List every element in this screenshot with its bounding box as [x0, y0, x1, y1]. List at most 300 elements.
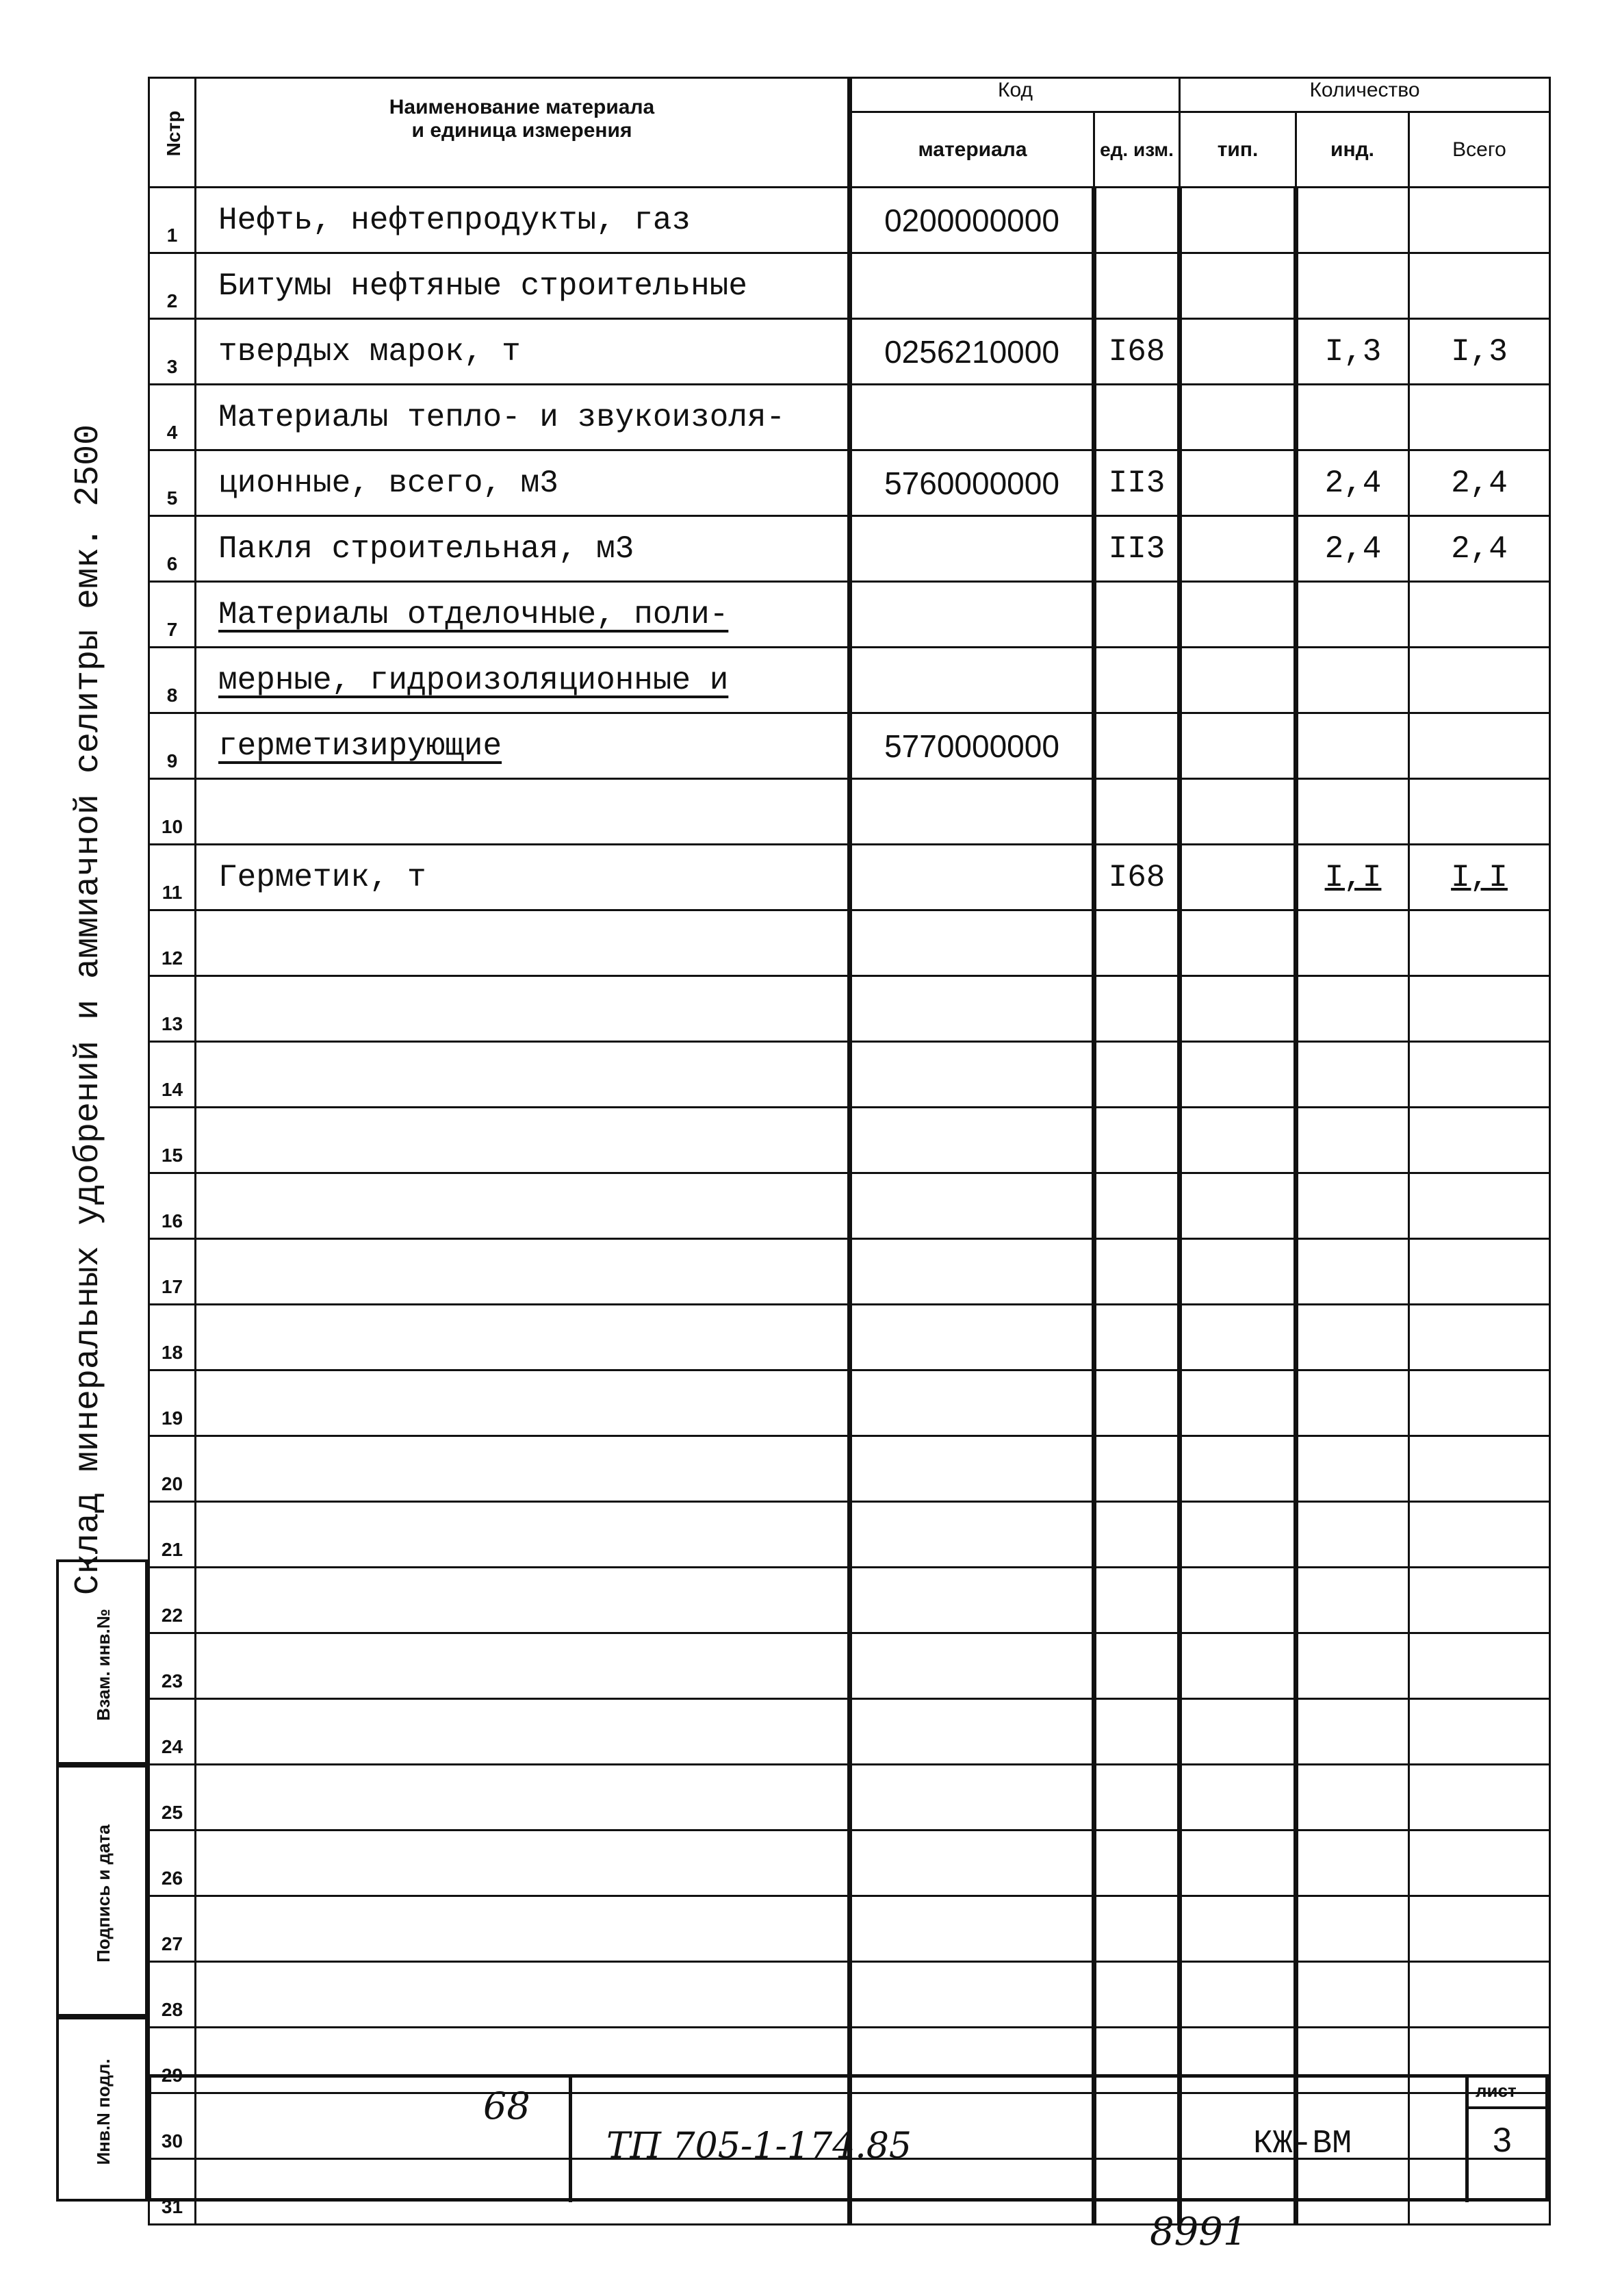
row-number-text: 27: [161, 1933, 183, 1954]
row-number: [149, 450, 196, 516]
table-row: [149, 1568, 1550, 1633]
row-qty-tip: [1180, 1896, 1296, 1962]
row-number-text: 25: [161, 1802, 183, 1823]
row-number: [149, 648, 196, 713]
row-number-text: 24: [161, 1736, 183, 1757]
table-row: [149, 1305, 1550, 1370]
row-qty-total-text: I,I: [1451, 859, 1508, 895]
table-row: [149, 1370, 1550, 1436]
row-number: [149, 1042, 196, 1108]
row-qty-tip: [1180, 1962, 1296, 2028]
row-material-code: [850, 188, 1094, 253]
row-number: [149, 253, 196, 319]
table-row: [149, 1633, 1550, 1699]
row-qty-total-text: 2,4: [1451, 465, 1508, 501]
table-row: [149, 385, 1550, 450]
row-unit-code: [1094, 1173, 1180, 1239]
row-qty-ind: [1296, 188, 1409, 253]
row-material-code: [850, 779, 1094, 845]
row-qty-total: [1409, 1831, 1550, 1896]
row-number: [149, 1962, 196, 2028]
header-nstr: Nстр: [163, 110, 184, 157]
row-number-text: 3: [166, 356, 178, 377]
row-number: [149, 910, 196, 976]
row-qty-tip: [1180, 450, 1296, 516]
row-number: [149, 1436, 196, 1502]
row-number-text: 30: [161, 2130, 183, 2152]
row-material-code-text: 0200000000: [884, 202, 1059, 238]
table-row: [149, 648, 1550, 713]
row-qty-total: [1409, 779, 1550, 845]
row-unit-code: [1094, 450, 1180, 516]
row-qty-ind-text: I,I: [1324, 859, 1382, 895]
row-number: [149, 1239, 196, 1305]
header-kolichestvo: Количество: [1180, 78, 1550, 112]
row-number-text: 31: [161, 2196, 183, 2217]
sheet-label: лист: [1476, 2080, 1517, 2101]
table-body: [149, 188, 1550, 2225]
row-number-text: 16: [161, 1210, 183, 1232]
row-qty-tip: [1180, 319, 1296, 385]
row-number: [149, 1502, 196, 1568]
side-box-vzam-inv: [56, 1559, 148, 1765]
row-name: [196, 1831, 850, 1896]
row-qty-ind: [1296, 1962, 1409, 2028]
row-qty-tip: [1180, 1305, 1296, 1370]
row-material-code: [850, 385, 1094, 450]
row-number-text: 5: [166, 487, 178, 509]
row-qty-total: [1409, 1173, 1550, 1239]
row-unit-code: [1094, 582, 1180, 648]
row-number-text: 10: [161, 816, 183, 837]
row-qty-total: [1409, 976, 1550, 1042]
row-qty-ind: [1296, 319, 1409, 385]
row-unit-code: [1094, 1436, 1180, 1502]
row-name: [196, 1765, 850, 1831]
row-qty-total: [1409, 1896, 1550, 1962]
row-material-code: [850, 1831, 1094, 1896]
row-qty-tip: [1180, 1239, 1296, 1305]
row-qty-ind: [1296, 1239, 1409, 1305]
row-qty-ind-text: I,3: [1324, 333, 1382, 370]
row-number-text: 1: [166, 225, 178, 246]
row-number-text: 7: [166, 619, 178, 640]
row-number: [149, 1370, 196, 1436]
row-number-text: 4: [166, 422, 178, 443]
row-qty-total: [1409, 1108, 1550, 1173]
table-row: [149, 1699, 1550, 1765]
row-material-code: [850, 845, 1094, 910]
row-name-text: герметизирующие: [218, 728, 502, 764]
row-qty-tip: [1180, 516, 1296, 582]
row-name: [196, 385, 850, 450]
header-ind: инд.: [1296, 112, 1409, 188]
row-qty-tip: [1180, 1436, 1296, 1502]
table-row: [149, 450, 1550, 516]
row-qty-tip: [1180, 188, 1296, 253]
table-row: [149, 779, 1550, 845]
table-row: [149, 1896, 1550, 1962]
row-qty-total: [1409, 1962, 1550, 2028]
row-qty-total: [1409, 1370, 1550, 1436]
row-qty-tip: [1180, 845, 1296, 910]
row-material-code: [850, 976, 1094, 1042]
header-tip: тип.: [1180, 112, 1296, 188]
header-name-line1: Наименование материала: [389, 95, 655, 118]
table-row: [149, 1502, 1550, 1568]
row-qty-ind: [1296, 1568, 1409, 1633]
row-number-text: 15: [161, 1145, 183, 1166]
row-name: [196, 582, 850, 648]
row-qty-ind: [1296, 1896, 1409, 1962]
side-label-inv-podl: Инв.N подл.: [93, 2058, 114, 2165]
header-kod-ed: ед. изм.: [1094, 112, 1180, 188]
table-row: [149, 1173, 1550, 1239]
row-unit-code: [1094, 1370, 1180, 1436]
row-number: [149, 976, 196, 1042]
title-block-divider-2: [1465, 2078, 1469, 2202]
row-unit-code: [1094, 779, 1180, 845]
row-qty-ind: [1296, 1108, 1409, 1173]
row-number: [149, 1633, 196, 1699]
row-qty-tip: [1180, 1108, 1296, 1173]
row-number-text: 19: [161, 1407, 183, 1429]
row-qty-tip: [1180, 1042, 1296, 1108]
row-qty-total: [1409, 1239, 1550, 1305]
row-qty-tip: [1180, 582, 1296, 648]
row-qty-total-text: I,3: [1451, 333, 1508, 370]
side-label-podpis-data: Подпись и дата: [93, 1824, 114, 1963]
table-row: [149, 976, 1550, 1042]
row-material-code: [850, 253, 1094, 319]
table-row: [149, 1239, 1550, 1305]
row-qty-ind: [1296, 1305, 1409, 1370]
row-name: [196, 976, 850, 1042]
row-name: [196, 713, 850, 779]
row-unit-code: [1094, 713, 1180, 779]
table-row: [149, 1042, 1550, 1108]
row-qty-tip: [1180, 713, 1296, 779]
row-qty-tip: [1180, 1568, 1296, 1633]
row-qty-ind: [1296, 1502, 1409, 1568]
row-material-code: [850, 1568, 1094, 1633]
table-row: [149, 188, 1550, 253]
row-name-text: Материалы тепло- и звукоизоля-: [218, 399, 786, 435]
row-qty-ind: [1296, 1765, 1409, 1831]
row-number-text: 11: [162, 882, 183, 903]
row-qty-total: [1409, 845, 1550, 910]
row-qty-ind: [1296, 516, 1409, 582]
row-qty-ind: [1296, 713, 1409, 779]
row-qty-total: [1409, 1633, 1550, 1699]
row-qty-ind-text: 2,4: [1324, 531, 1382, 567]
row-number-text: 28: [161, 1999, 183, 2020]
row-qty-total: [1409, 1502, 1550, 1568]
row-unit-code: [1094, 385, 1180, 450]
row-qty-ind: [1296, 1831, 1409, 1896]
row-name: [196, 253, 850, 319]
row-qty-ind: [1296, 582, 1409, 648]
title-block-divider-1: [569, 2078, 572, 2202]
row-qty-tip: [1180, 648, 1296, 713]
row-qty-ind: [1296, 1633, 1409, 1699]
header-name-line2: и единица измерения: [411, 118, 632, 142]
row-unit-code: [1094, 1305, 1180, 1370]
header-vsego: Всего: [1409, 112, 1550, 188]
row-material-code: [850, 648, 1094, 713]
header-kod: Код: [850, 78, 1180, 112]
row-name: [196, 1108, 850, 1173]
table-row: [149, 1108, 1550, 1173]
row-name-text: Материалы отделочные, поли-: [218, 596, 729, 633]
table-row: [149, 516, 1550, 582]
row-number-text: 23: [161, 1670, 183, 1692]
row-material-code: [850, 1239, 1094, 1305]
table-row: [149, 1962, 1550, 2028]
row-unit-code: [1094, 1108, 1180, 1173]
row-qty-ind-text: 2,4: [1324, 465, 1382, 501]
row-number-text: 17: [161, 1276, 183, 1297]
row-number-text: 29: [161, 2065, 183, 2086]
row-number-text: 8: [166, 685, 178, 706]
row-number: [149, 1831, 196, 1896]
row-name-text: твердых марок, т: [218, 333, 521, 370]
row-unit-code: [1094, 976, 1180, 1042]
row-unit-code: [1094, 845, 1180, 910]
row-number-text: 12: [161, 947, 183, 969]
row-number: [149, 1568, 196, 1633]
row-qty-total: [1409, 1436, 1550, 1502]
table-row: [149, 1436, 1550, 1502]
row-qty-tip: [1180, 1633, 1296, 1699]
row-qty-tip: [1180, 976, 1296, 1042]
row-unit-code-text: II3: [1108, 465, 1166, 501]
row-name: [196, 779, 850, 845]
row-name-text: ционные, всего, м3: [218, 465, 558, 501]
row-material-code-text: 5760000000: [884, 465, 1059, 501]
row-unit-code: [1094, 910, 1180, 976]
row-unit-code: [1094, 253, 1180, 319]
row-qty-total: [1409, 1765, 1550, 1831]
row-qty-total-text: 2,4: [1451, 531, 1508, 567]
row-material-code: [850, 450, 1094, 516]
row-number-text: 2: [166, 290, 178, 311]
row-qty-tip: [1180, 1173, 1296, 1239]
row-name-text: Нефть, нефтепродукты, газ: [218, 202, 691, 238]
row-name-text: мерные, гидроизоляционные и: [218, 662, 729, 698]
row-number: [149, 188, 196, 253]
row-material-code: [850, 1436, 1094, 1502]
row-number-text: 20: [161, 1473, 183, 1494]
row-qty-ind: [1296, 1699, 1409, 1765]
row-qty-ind: [1296, 253, 1409, 319]
row-name: [196, 319, 850, 385]
row-material-code: [850, 516, 1094, 582]
row-number-text: 13: [161, 1013, 183, 1034]
row-unit-code: [1094, 1568, 1180, 1633]
row-number: [149, 1765, 196, 1831]
row-qty-tip: [1180, 910, 1296, 976]
row-number: [149, 1305, 196, 1370]
row-qty-tip: [1180, 1502, 1296, 1568]
row-name: [196, 1568, 850, 1633]
row-number: [149, 1173, 196, 1239]
row-number: [149, 1108, 196, 1173]
row-number-text: 6: [166, 553, 178, 574]
row-qty-total: [1409, 1568, 1550, 1633]
row-qty-ind: [1296, 1042, 1409, 1108]
row-qty-total: [1409, 1305, 1550, 1370]
row-qty-ind: [1296, 779, 1409, 845]
row-qty-tip: [1180, 385, 1296, 450]
row-qty-total: [1409, 648, 1550, 713]
row-number: [149, 1896, 196, 1962]
row-qty-tip: [1180, 253, 1296, 319]
row-number: [149, 779, 196, 845]
row-unit-code: [1094, 1239, 1180, 1305]
row-number: [149, 582, 196, 648]
row-qty-total: [1409, 385, 1550, 450]
row-qty-total: [1409, 582, 1550, 648]
side-box-podpis-data: [56, 1765, 148, 2017]
row-qty-ind: [1296, 845, 1409, 910]
row-qty-total: [1409, 319, 1550, 385]
row-qty-ind: [1296, 1436, 1409, 1502]
table-row: [149, 1831, 1550, 1896]
row-name: [196, 1173, 850, 1239]
row-name: [196, 1436, 850, 1502]
row-material-code-text: 0256210000: [884, 333, 1059, 370]
row-material-code: [850, 1699, 1094, 1765]
row-material-code: [850, 1633, 1094, 1699]
row-name: [196, 648, 850, 713]
row-qty-total: [1409, 1699, 1550, 1765]
row-material-code: [850, 1108, 1094, 1173]
row-material-code: [850, 713, 1094, 779]
row-number-text: 18: [161, 1342, 183, 1363]
row-material-code: [850, 1896, 1094, 1962]
table-row: [149, 713, 1550, 779]
row-unit-code: [1094, 1699, 1180, 1765]
row-number: [149, 385, 196, 450]
table-row: [149, 253, 1550, 319]
row-material-code: [850, 1173, 1094, 1239]
side-title: Склад минеральных удобрений и аммиачной селитры емк. 2500: [69, 424, 108, 1596]
row-qty-tip: [1180, 1699, 1296, 1765]
row-material-code: [850, 1502, 1094, 1568]
row-unit-code: [1094, 1896, 1180, 1962]
page-number-handwritten: 68: [483, 2084, 530, 2128]
doc-code: ТП 705-1-174.85: [606, 2126, 912, 2167]
row-material-code: [850, 1370, 1094, 1436]
row-qty-ind: [1296, 1370, 1409, 1436]
row-name: [196, 1896, 850, 1962]
row-unit-code: [1094, 516, 1180, 582]
row-qty-tip: [1180, 1370, 1296, 1436]
row-unit-code: [1094, 1633, 1180, 1699]
row-qty-ind: [1296, 910, 1409, 976]
row-number: [149, 845, 196, 910]
sheet-label-line: [1465, 2106, 1549, 2109]
row-unit-code-text: I68: [1108, 859, 1166, 895]
row-qty-tip: [1180, 779, 1296, 845]
row-material-code: [850, 582, 1094, 648]
row-material-code-text: 5770000000: [884, 728, 1059, 764]
row-material-code: [850, 1305, 1094, 1370]
row-name: [196, 1239, 850, 1305]
row-number: [149, 319, 196, 385]
row-material-code: [850, 910, 1094, 976]
row-unit-code: [1094, 319, 1180, 385]
row-unit-code: [1094, 1962, 1180, 2028]
row-qty-total: [1409, 516, 1550, 582]
row-unit-code: [1094, 1765, 1180, 1831]
table-row: [149, 1765, 1550, 1831]
row-material-code: [850, 1765, 1094, 1831]
row-name: [196, 1305, 850, 1370]
row-name-text: Герметик, т: [218, 859, 426, 895]
row-number-text: 26: [161, 1867, 183, 1889]
row-qty-total: [1409, 450, 1550, 516]
row-qty-total: [1409, 253, 1550, 319]
materials-table: [148, 77, 1551, 2225]
row-unit-code: [1094, 1502, 1180, 1568]
table-row: [149, 582, 1550, 648]
row-name: [196, 1699, 850, 1765]
row-unit-code: [1094, 1042, 1180, 1108]
row-number: [149, 1699, 196, 1765]
row-name: [196, 1633, 850, 1699]
header-name: [196, 78, 850, 188]
row-name-text: Битумы нефтяные строительные: [218, 268, 747, 304]
row-material-code: [850, 1962, 1094, 2028]
row-qty-ind: [1296, 385, 1409, 450]
row-material-code: [850, 319, 1094, 385]
row-qty-ind: [1296, 450, 1409, 516]
sheet-number: 3: [1493, 2121, 1512, 2159]
row-name: [196, 188, 850, 253]
row-material-code: [850, 1042, 1094, 1108]
row-number: [149, 713, 196, 779]
row-number-text: 14: [161, 1079, 183, 1100]
row-qty-total: [1409, 188, 1550, 253]
header-nstr-cell: [149, 78, 196, 188]
side-label-vzam-inv: Взам. инв.№: [93, 1609, 114, 1721]
row-name-text: Пакля строительная, м3: [218, 531, 634, 567]
row-qty-total: [1409, 713, 1550, 779]
row-qty-tip: [1180, 1831, 1296, 1896]
table-row: [149, 845, 1550, 910]
row-qty-ind: [1296, 976, 1409, 1042]
row-name: [196, 910, 850, 976]
row-name: [196, 450, 850, 516]
bottom-handwritten-number: 8991: [1150, 2210, 1248, 2254]
row-name: [196, 1042, 850, 1108]
table-row: [149, 910, 1550, 976]
row-unit-code: [1094, 188, 1180, 253]
row-unit-code: [1094, 1831, 1180, 1896]
row-qty-total: [1409, 1042, 1550, 1108]
row-qty-total: [1409, 910, 1550, 976]
row-unit-code-text: I68: [1108, 333, 1166, 370]
row-unit-code-text: II3: [1108, 531, 1166, 567]
header-kod-material: материала: [850, 112, 1094, 188]
side-box-inv-podl: [56, 2017, 148, 2202]
row-number-text: 22: [161, 1605, 183, 1626]
doc-mark: КЖ-ВМ: [1253, 2126, 1352, 2163]
row-qty-ind: [1296, 1173, 1409, 1239]
row-name: [196, 516, 850, 582]
